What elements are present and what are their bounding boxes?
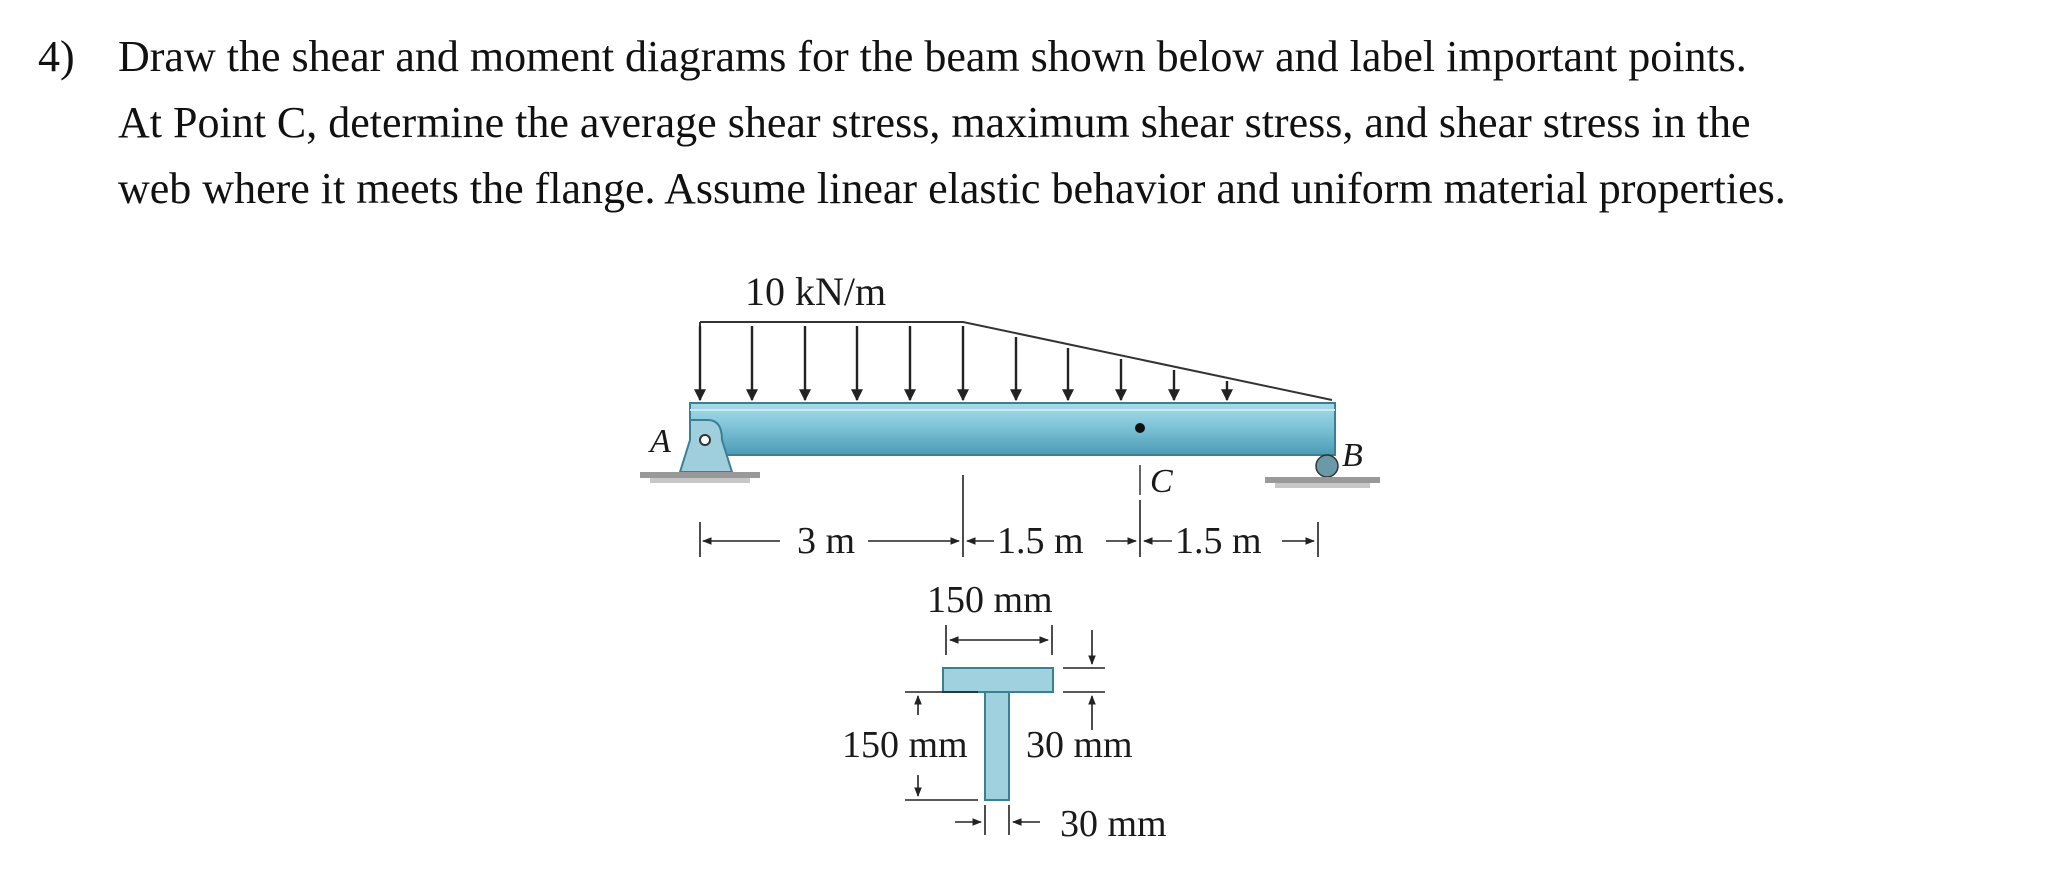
section-flange-width-label: 150 mm [927, 579, 1053, 621]
section-flange-thickness-label: 30 mm [1026, 724, 1133, 766]
dim-span-3: 1.5 m [1175, 520, 1262, 562]
distributed-load [700, 269, 1332, 400]
point-c [1140, 463, 1173, 500]
beam [690, 403, 1335, 455]
problem-number: 4) [38, 32, 75, 81]
problem-text-line-3: web where it meets the flange. Assume linear elastic behavior and uniform material properties. [118, 164, 1786, 213]
load-label: 10 kN/m [745, 269, 887, 314]
point-c-label: C [1150, 463, 1173, 500]
load-arrows [700, 326, 1227, 400]
problem-text-line-2: At Point C, determine the average shear stress, maximum shear stress, and shear stress in the [118, 98, 1751, 147]
point-c-marker [1135, 423, 1145, 433]
support-a-label: A [650, 423, 671, 460]
support-b-label: B [1342, 437, 1363, 474]
dim-span-2: 1.5 m [997, 520, 1084, 562]
section-web-thickness-label: 30 mm [1060, 803, 1167, 845]
section-web-height-label: 150 mm [842, 724, 968, 766]
dim-span-1: 3 m [797, 520, 856, 562]
problem-text-line-1: Draw the shear and moment diagrams for the beam shown below and label important points. [118, 32, 1747, 81]
